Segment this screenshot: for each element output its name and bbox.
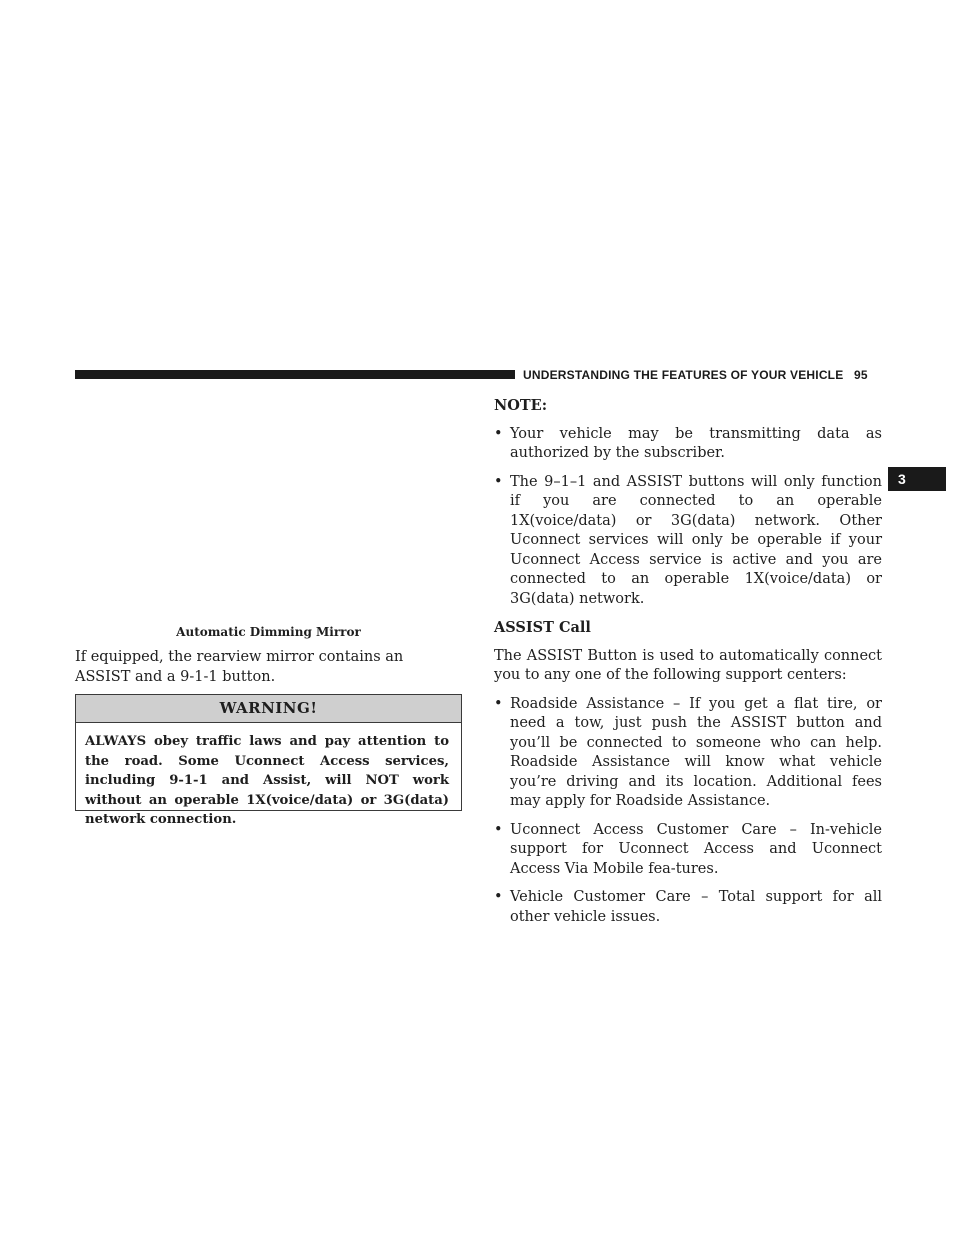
bullet-text: The 9–1–1 and ASSIST buttons will only function if you are connected to an operable 1X(voice/data) or 3G(data) network. Other Uconnect services will only be operable if your Uconnect Access service is active and you are connected to an operable 1X(voice/data) or 3G(data) network.	[510, 473, 882, 607]
bullet-icon: •	[494, 821, 503, 838]
support-centers-list	[494, 695, 882, 928]
bullet-icon: •	[494, 473, 503, 490]
running-header	[523, 368, 893, 382]
chapter-tab: 3	[888, 467, 946, 491]
right-column	[494, 396, 882, 927]
warning-box	[75, 694, 462, 827]
intro-paragraph: If equipped, the rearview mirror contains an ASSIST and a 9-1-1 button.	[75, 649, 404, 685]
bullet-icon: •	[494, 889, 503, 905]
list-item	[494, 425, 882, 464]
list-item	[494, 821, 882, 880]
list-item	[494, 888, 882, 927]
assist-intro-paragraph: The ASSIST Button is used to automatically connect you to any one of the following support centers:	[494, 647, 882, 683]
bullet-icon: •	[494, 695, 503, 712]
bullet-text: Your vehicle may be transmitting data as authorized by the subscriber.	[510, 425, 882, 461]
warning-title: WARNING!	[76, 695, 461, 723]
note-heading: NOTE:	[494, 397, 548, 414]
note-list	[494, 425, 882, 610]
bullet-text: Vehicle Customer Care – Total support for all other vehicle issues.	[510, 889, 882, 925]
list-item	[494, 695, 882, 812]
header-rule	[75, 370, 515, 379]
page-number: 95	[854, 368, 868, 382]
bullet-text: Roadside Assistance – If you get a flat tire, or need a tow, just push the ASSIST button and you’ll be connected to someone who can help. Roadside Assistance will know what vehicle you’re driving and its location. Additional fees may apply for Roadside Assistance.	[510, 695, 882, 809]
list-item	[494, 473, 882, 610]
bullet-text: Uconnect Access Customer Care – In-vehicle support for Uconnect Access and Uconnect Access Via Mobile fea-tures.	[510, 821, 882, 877]
figure-caption: Automatic Dimming Mirror	[176, 625, 361, 639]
assist-call-heading: ASSIST Call	[494, 619, 591, 636]
warning-text: ALWAYS obey traffic laws and pay attention to the road. Some Uconnect Access services, including 9-1-1 and Assist, will NOT work without an operable 1X(voice/data) or 3G(data) network connection.	[85, 734, 449, 827]
chapter-title: UNDERSTANDING THE FEATURES OF YOUR VEHICLE	[523, 368, 844, 382]
bullet-icon: •	[494, 425, 503, 442]
